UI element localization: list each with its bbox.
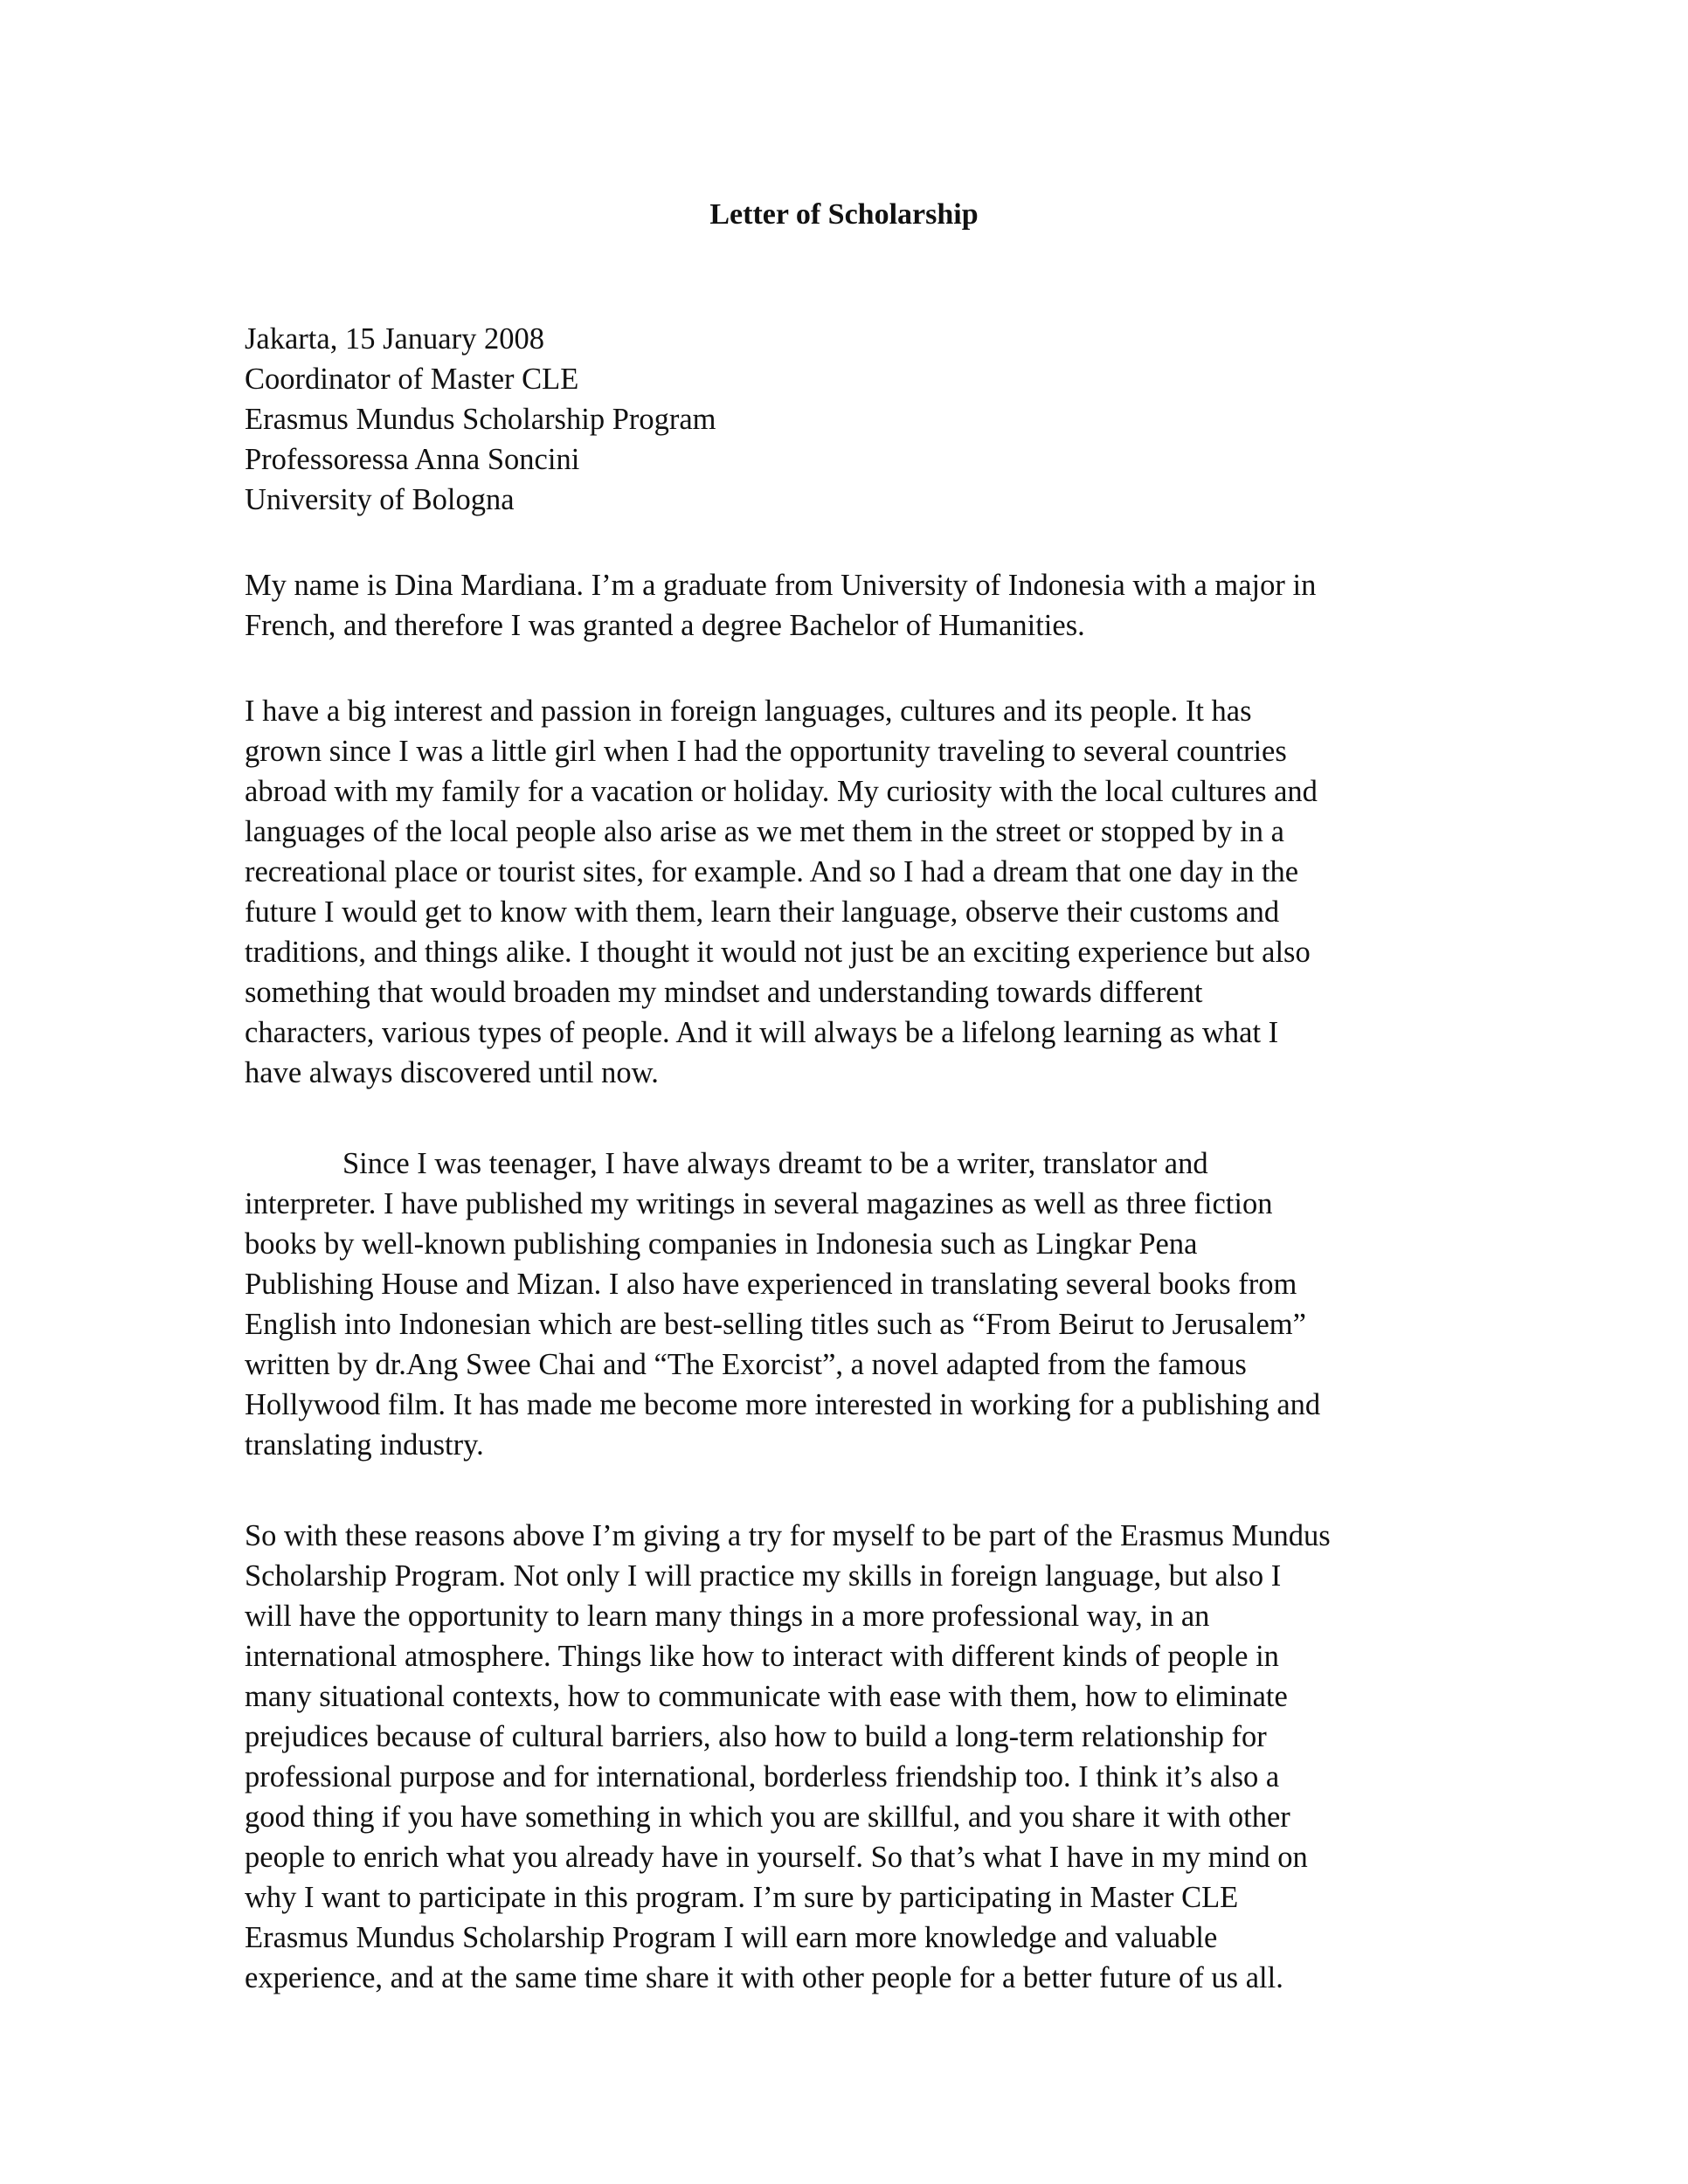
paragraph-line: recreational place or tourist sites, for example. And so I had a dream that one day in the <box>245 855 1299 888</box>
paragraph-line: Since I was teenager, I have always dreamt to be a writer, translator and <box>342 1147 1208 1180</box>
paragraph-line: translating industry. <box>245 1428 484 1462</box>
paragraph-introduction <box>245 565 1459 646</box>
paragraph-line: international atmosphere. Things like how to interact with different kinds of people in <box>245 1640 1279 1673</box>
paragraph-line: grown since I was a little girl when I had the opportunity traveling to several countries <box>245 735 1287 768</box>
paragraph-line: traditions, and things alike. I thought it would not just be an exciting experience but also <box>245 936 1311 969</box>
paragraph-line: abroad with my family for a vacation or holiday. My curiosity with the local cultures and <box>245 775 1318 808</box>
paragraph-line: have always discovered until now. <box>245 1056 659 1089</box>
paragraph-experience <box>245 1144 1459 1465</box>
address-block <box>245 319 1459 520</box>
paragraph-line: something that would broaden my mindset and understanding towards different <box>245 976 1203 1009</box>
paragraph-line: prejudices because of cultural barriers, also how to build a long-term relationship for <box>245 1720 1267 1753</box>
letter-title: Letter of Scholarship <box>709 198 979 231</box>
paragraph-line: characters, various types of people. And it will always be a lifelong learning as what I <box>245 1016 1279 1049</box>
paragraph-line: books by well-known publishing companies in Indonesia such as Lingkar Pena <box>245 1227 1198 1261</box>
paragraph-line: English into Indonesian which are best-selling titles such as “From Beirut to Jerusalem” <box>245 1308 1306 1341</box>
paragraph-line: languages of the local people also arise as we met them in the street or stopped by in a <box>245 815 1284 848</box>
paragraph-line: written by dr.Ang Swee Chai and “The Exorcist”, a novel adapted from the famous <box>245 1348 1247 1381</box>
address-line-institution: University of Bologna <box>245 483 515 516</box>
address-line-place-date: Jakarta, 15 January 2008 <box>245 322 544 356</box>
paragraph-line: Erasmus Mundus Scholarship Program I will earn more knowledge and valuable <box>245 1921 1218 1954</box>
paragraph-line: people to enrich what you already have in yourself. So that’s what I have in my mind on <box>245 1841 1308 1874</box>
paragraph-line: Publishing House and Mizan. I also have experienced in translating several books from <box>245 1268 1297 1301</box>
paragraph-line: Hollywood film. It has made me become more interested in working for a publishing and <box>245 1388 1321 1421</box>
paragraph-motivation <box>245 1516 1459 1998</box>
paragraph-interest <box>245 691 1459 1093</box>
spacer <box>245 1465 1459 1516</box>
paragraph-line: French, and therefore I was granted a degree Bachelor of Humanities. <box>245 609 1085 642</box>
spacer <box>245 1093 1459 1144</box>
address-line-recipient-name: Professoressa Anna Soncini <box>245 443 580 476</box>
paragraph-line: My name is Dina Mardiana. I’m a graduate from University of Indonesia with a major in <box>245 569 1317 602</box>
paragraph-line: will have the opportunity to learn many things in a more professional way, in an <box>245 1600 1210 1633</box>
paragraph-line: So with these reasons above I’m giving a try for myself to be part of the Erasmus Mundus <box>245 1519 1331 1552</box>
letter-body <box>245 319 1459 1998</box>
paragraph-line: Scholarship Program. Not only I will practice my skills in foreign language, but also I <box>245 1559 1282 1593</box>
paragraph-line: professional purpose and for international, borderless friendship too. I think it’s also a <box>245 1760 1280 1794</box>
paragraph-line: why I want to participate in this program. I’m sure by participating in Master CLE <box>245 1881 1239 1914</box>
paragraph-line: many situational contexts, how to communicate with ease with them, how to eliminate <box>245 1680 1288 1713</box>
paragraph-line: experience, and at the same time share it with other people for a better future of us all. <box>245 1961 1283 1994</box>
paragraph-line: interpreter. I have published my writings in several magazines as well as three fiction <box>245 1187 1273 1220</box>
address-line-program: Erasmus Mundus Scholarship Program <box>245 403 716 436</box>
address-line-recipient-role: Coordinator of Master CLE <box>245 363 579 396</box>
paragraph-line: future I would get to know with them, learn their language, observe their customs and <box>245 895 1280 929</box>
paragraph-line: good thing if you have something in which you are skillful, and you share it with other <box>245 1800 1290 1834</box>
spacer <box>245 646 1459 691</box>
spacer <box>245 520 1459 565</box>
paragraph-line: I have a big interest and passion in foreign languages, cultures and its people. It has <box>245 695 1252 728</box>
